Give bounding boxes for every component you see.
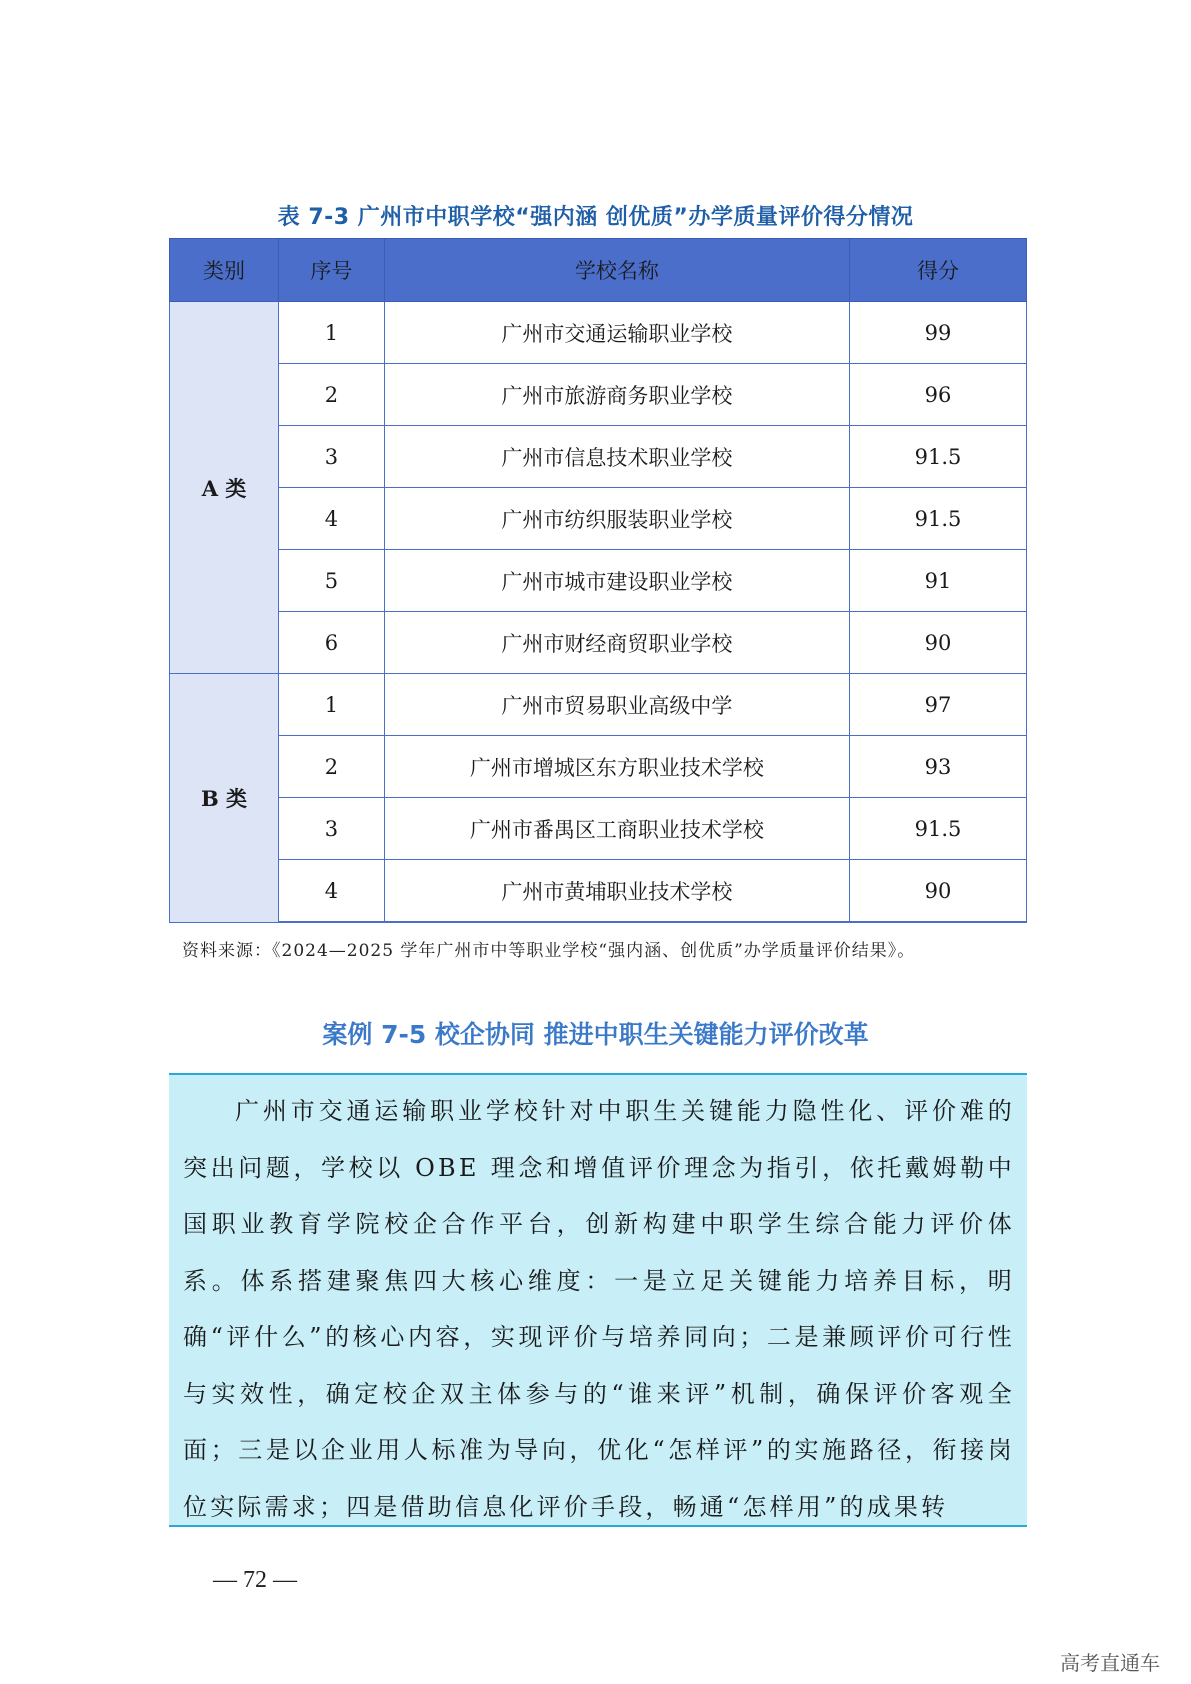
header-category: 类别 <box>170 239 279 302</box>
score-value: 91.5 <box>849 488 1026 550</box>
school-name: 广州市纺织服装职业学校 <box>384 488 849 550</box>
table-title: 表 7-3 广州市中职学校“强内涵 创优质”办学质量评价得分情况 <box>277 205 914 230</box>
score-value: 91.5 <box>849 798 1026 860</box>
row-number: 3 <box>279 798 385 860</box>
case-body-text: 广州市交通运输职业学校针对中职生关键能力隐性化、评价难的突出问题，学校以 OBE 理念和增值评价理念为指引，依托戴姆勒中国职业教育学院校企合作平台，创新构建中职学生综合能力评价体系。体系搭建聚焦四大核心维度：一是立足关键能力培养目标，明确“评什么”的核心内容，实现评价与培养同向；二是兼顾评价可行性与实效性，确定校企双主体参与的“谁来评”机制，确保评价客观全面；三是以企业用人标准为导向，优化“怎样评”的实施路径，衔接岗位实际需求；四是借助信息化评价手段，畅通“怎样用”的成果转 <box>183 1097 1015 1521</box>
table-row <box>170 426 1027 488</box>
watermark: 高考直通车 <box>1060 1651 1160 1675</box>
case-box <box>169 1073 1027 1527</box>
table-row <box>170 860 1027 923</box>
table-source-note: 资料来源：《2024—2025 学年广州市中等职业学校“强内涵、创优质”办学质量评价结果》。 <box>182 941 916 961</box>
table-row <box>170 798 1027 860</box>
school-name: 广州市黄埔职业技术学校 <box>384 860 849 923</box>
row-number: 6 <box>279 612 385 674</box>
row-number: 1 <box>279 674 385 736</box>
school-name: 广州市旅游商务职业学校 <box>384 364 849 426</box>
table-row <box>170 674 1027 736</box>
table-row <box>170 736 1027 798</box>
row-number: 4 <box>279 488 385 550</box>
score-value: 97 <box>849 674 1026 736</box>
row-number: 3 <box>279 426 385 488</box>
header-score: 得分 <box>849 239 1026 302</box>
table-row <box>170 364 1027 426</box>
school-name: 广州市财经商贸职业学校 <box>384 612 849 674</box>
table-row <box>170 612 1027 674</box>
school-name: 广州市增城区东方职业技术学校 <box>384 736 849 798</box>
school-name: 广州市番禺区工商职业技术学校 <box>384 798 849 860</box>
header-school-name: 学校名称 <box>384 239 849 302</box>
category-cell-a: A 类 <box>170 302 279 674</box>
table-row <box>170 550 1027 612</box>
score-value: 99 <box>849 302 1026 364</box>
score-value: 96 <box>849 364 1026 426</box>
score-value: 90 <box>849 860 1026 923</box>
score-value: 90 <box>849 612 1026 674</box>
school-name: 广州市贸易职业高级中学 <box>384 674 849 736</box>
row-number: 1 <box>279 302 385 364</box>
school-name: 广州市交通运输职业学校 <box>384 302 849 364</box>
school-name: 广州市城市建设职业学校 <box>384 550 849 612</box>
table-row <box>170 488 1027 550</box>
table-header-row <box>170 239 1027 302</box>
case-title: 案例 7-5 校企协同 推进中职生关键能力评价改革 <box>322 1020 869 1049</box>
page-number: — 72 — <box>213 1567 297 1593</box>
score-table <box>169 238 1027 923</box>
row-number: 2 <box>279 364 385 426</box>
school-name: 广州市信息技术职业学校 <box>384 426 849 488</box>
score-value: 91 <box>849 550 1026 612</box>
row-number: 4 <box>279 860 385 923</box>
row-number: 5 <box>279 550 385 612</box>
score-value: 93 <box>849 736 1026 798</box>
category-cell-b: B 类 <box>170 674 279 923</box>
table-row <box>170 302 1027 364</box>
row-number: 2 <box>279 736 385 798</box>
header-number: 序号 <box>279 239 385 302</box>
score-value: 91.5 <box>849 426 1026 488</box>
